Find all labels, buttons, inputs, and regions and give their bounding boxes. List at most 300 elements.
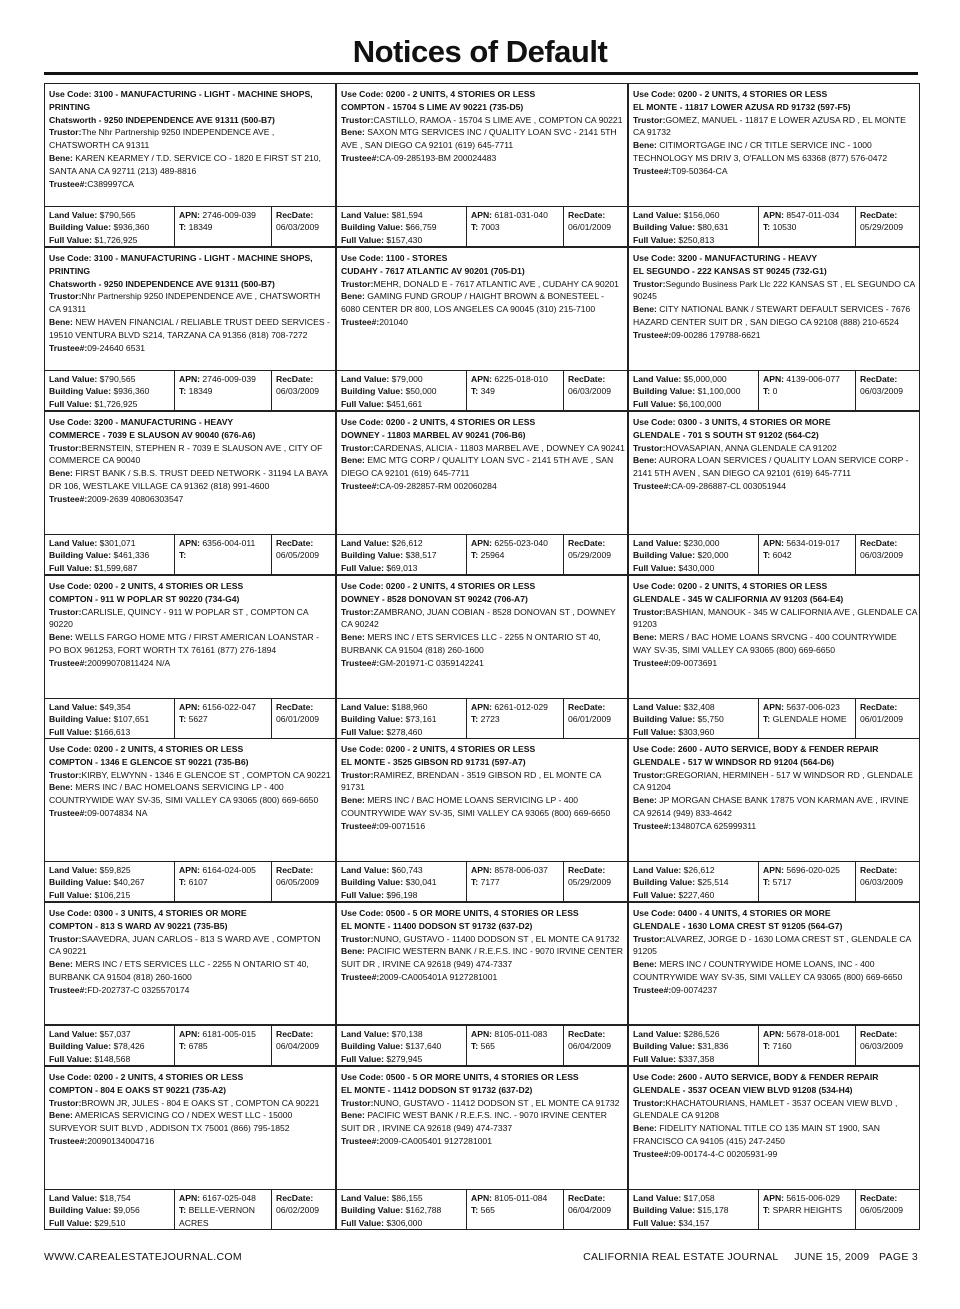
recdate-label: RecDate: — [860, 1029, 898, 1039]
apn-label: APN: — [471, 374, 493, 384]
bene-label: Bene: — [341, 455, 365, 466]
apn-label: APN: — [471, 865, 493, 875]
apn-label: APN: — [763, 538, 785, 548]
bene-value: KAREN KEARMEY / T.D. SERVICE CO - 1820 E FIRST ST 210, SANTA ANA CA 92711 (213) 489-8816 — [49, 152, 321, 176]
apn-label: APN: — [471, 702, 493, 712]
apn-label: APN: — [179, 1029, 201, 1039]
building-value: $30,041 — [405, 877, 437, 888]
notice-description — [336, 83, 628, 207]
property-address: GLENDALE - 517 W WINDSOR RD 91204 (564-D6) — [633, 756, 835, 767]
bene-label: Bene: — [633, 455, 657, 466]
property-address: COMPTON - 1346 E GLENCOE ST 90221 (735-B6) — [49, 756, 249, 767]
building-value: $107,651 — [113, 714, 150, 725]
apn-value: 6164-024-005 — [202, 865, 256, 875]
trustee-label: Trustee#: — [633, 480, 672, 491]
tract-label: T: — [179, 714, 187, 725]
trustee-label: Trustee#: — [633, 984, 672, 995]
bene-label: Bene: — [341, 795, 365, 806]
notice-description — [628, 411, 920, 535]
trustee-label: Trustee#: — [633, 165, 672, 176]
tract-label: T: — [179, 550, 187, 561]
tract-value: 565 — [480, 1041, 495, 1052]
apn-label: APN: — [763, 865, 785, 875]
tract-value: GLENDALE HOME — [772, 714, 847, 725]
trustor-value: RAMIREZ, BRENDAN - 3519 GIBSON RD , EL MONTE CA 91731 — [341, 769, 601, 793]
recdate-value: 06/03/2009 — [860, 386, 904, 397]
recdate-value: 06/05/2009 — [276, 877, 320, 888]
apn-value: 6167-025-048 — [202, 1193, 256, 1203]
tract-value: 565 — [480, 1205, 495, 1216]
notice-description — [44, 738, 336, 862]
land-value-label: Land Value: — [49, 1193, 98, 1203]
apn-value: 6356-004-011 — [202, 538, 256, 548]
building-value-label: Building Value: — [341, 222, 404, 233]
bene-value: MERS INC / BAC HOME LOANS SERVICING LP - 400 COUNTRYWIDE WAY SV-35, SIMI VALLEY CA 93065 (800) 669-6650 — [341, 795, 611, 818]
building-value: $15,178 — [697, 1205, 729, 1216]
notice-description — [628, 575, 920, 699]
building-value-label: Building Value: — [633, 386, 696, 397]
full-value: $34,157 — [678, 1217, 710, 1228]
trustor-label: Trustor: — [49, 769, 82, 780]
notice-values — [44, 1189, 336, 1230]
trustor-value: Segundo Business Park Llc 222 KANSAS ST , EL SEGUNDO CA 90245 — [633, 278, 915, 302]
land-value: $188,960 — [391, 702, 428, 712]
tract-label: T: — [763, 1205, 771, 1216]
building-value-label: Building Value: — [633, 550, 696, 561]
tract-label: T: — [179, 222, 187, 233]
trustor-value: BERNSTEIN, STEPHEN R - 7039 E SLAUSON AVE , CITY OF COMMERCE CA 90040 — [49, 442, 323, 466]
full-value: $451,661 — [386, 398, 423, 409]
trustor-value: KHACHATOURIANS, HAMLET - 3537 OCEAN VIEW BLVD , GLENDALE CA 91208 — [633, 1097, 898, 1121]
bene-label: Bene: — [49, 632, 73, 643]
property-address: GLENDALE - 701 S SOUTH ST 91202 (564-C2) — [633, 429, 819, 440]
trustee-label: Trustee#: — [49, 984, 88, 995]
notice-description — [336, 575, 628, 699]
land-value-label: Land Value: — [633, 210, 682, 220]
land-value: $790,565 — [99, 374, 136, 384]
tract-label: T: — [763, 877, 771, 888]
land-value-label: Land Value: — [341, 374, 390, 384]
use-code: Use Code: 0500 - 5 OR MORE UNITS, 4 STORIES OR LESS — [341, 908, 579, 918]
recdate-label: RecDate: — [276, 1029, 314, 1039]
trustee-value: 09-0073691 — [671, 657, 718, 668]
recdate-value: 06/05/2009 — [860, 1205, 904, 1216]
trustor-label: Trustor: — [633, 442, 666, 453]
notice-description — [628, 902, 920, 1025]
land-value: $156,060 — [683, 210, 720, 220]
notice-values — [336, 370, 628, 411]
building-value-label: Building Value: — [633, 714, 696, 725]
apn-value: 5637-006-023 — [786, 702, 840, 712]
building-value: $80,631 — [697, 222, 729, 233]
building-value-label: Building Value: — [341, 1205, 404, 1216]
use-code: Use Code: 1100 - STORES — [341, 253, 448, 263]
bene-label: Bene: — [633, 795, 657, 806]
apn-label: APN: — [763, 1029, 785, 1039]
recdate-label: RecDate: — [568, 702, 606, 712]
apn-value: 5696-020-025 — [786, 865, 840, 875]
bene-label: Bene: — [633, 1123, 657, 1134]
full-value-label: Full Value: — [49, 1053, 92, 1064]
trustor-value: Nhr Partnership 9250 INDEPENDENCE AVE , CHATSWORTH CA 91311 — [49, 291, 321, 315]
recdate-value: 06/03/2009 — [860, 1041, 904, 1052]
recdate-label: RecDate: — [568, 374, 606, 384]
tract-label: T: — [763, 386, 771, 397]
trustee-value: 2009-2639 40806303547 — [87, 493, 184, 504]
trustor-label: Trustor: — [633, 933, 666, 944]
tract-value: 7177 — [480, 877, 500, 888]
land-value-label: Land Value: — [341, 210, 390, 220]
tract-value: 5627 — [188, 714, 208, 725]
trustor-label: Trustor: — [633, 114, 666, 125]
tract-label: T: — [471, 386, 479, 397]
trustee-label: Trustee#: — [49, 342, 88, 353]
bene-value: PACIFIC WEST BANK / R.E.F.S. INC. - 9070 IRVINE CENTER SUIT DR , IRVINE CA 92618 (949) 474-7337 — [341, 1110, 607, 1134]
notice-values — [44, 698, 336, 739]
land-value-label: Land Value: — [633, 1029, 682, 1039]
apn-value: 4139-006-077 — [786, 374, 840, 384]
tract-label: T: — [763, 550, 771, 561]
recdate-label: RecDate: — [860, 538, 898, 548]
trustee-value: C389997CA — [87, 178, 135, 189]
land-value: $81,594 — [391, 210, 423, 220]
tract-label: T: — [471, 1205, 479, 1216]
building-value-label: Building Value: — [341, 386, 404, 397]
land-value-label: Land Value: — [633, 1193, 682, 1203]
trustor-label: Trustor: — [49, 933, 82, 944]
tract-label: T: — [471, 222, 479, 233]
recdate-label: RecDate: — [568, 210, 606, 220]
recdate-label: RecDate: — [276, 374, 314, 384]
property-address: COMPTON - 15704 S LIME AV 90221 (735-D5) — [341, 101, 524, 112]
recdate-label: RecDate: — [860, 210, 898, 220]
full-value-label: Full Value: — [341, 562, 384, 573]
trustor-label: Trustor: — [341, 1097, 374, 1108]
trustor-label: Trustor: — [341, 606, 374, 617]
notice-description — [336, 902, 628, 1025]
bene-value: GAMING FUND GROUP / HAIGHT BROWN & BONESTEEL - 6080 CENTER DR 800, LOS ANGELES CA 90045 (310) 215-7100 — [341, 291, 604, 315]
land-value-label: Land Value: — [341, 865, 390, 875]
apn-label: APN: — [179, 702, 201, 712]
apn-label: APN: — [471, 538, 493, 548]
trustee-label: Trustee#: — [633, 657, 672, 668]
use-code: Use Code: 0200 - 2 UNITS, 4 STORIES OR LESS — [633, 89, 828, 99]
trustee-label: Trustee#: — [633, 1148, 672, 1159]
full-value: $279,945 — [386, 1053, 423, 1064]
use-code: Use Code: 0500 - 5 OR MORE UNITS, 4 STORIES OR LESS — [341, 1072, 579, 1082]
recdate-label: RecDate: — [276, 865, 314, 875]
tract-value: 10530 — [772, 222, 797, 233]
apn-value: 6261-012-029 — [494, 702, 548, 712]
building-value: $31,836 — [697, 1041, 729, 1052]
trustee-value: 2009-CA005401A 9127281001 — [379, 971, 498, 982]
tract-label: T: — [179, 1205, 187, 1216]
bene-label: Bene: — [341, 632, 365, 643]
notice-values — [44, 370, 336, 411]
trustor-value: KIRBY, ELWYNN - 1346 E GLENCOE ST , COMPTON CA 90221 — [81, 769, 331, 780]
recdate-value: 06/05/2009 — [276, 550, 320, 561]
tract-value: 5717 — [772, 877, 792, 888]
recdate-value: 06/03/2009 — [276, 222, 320, 233]
use-code: Use Code: 0200 - 2 UNITS, 4 STORIES OR LESS — [49, 744, 244, 754]
trustor-value: The Nhr Partnership 9250 INDEPENDENCE AVE , CHATSWORTH CA 91311 — [49, 127, 275, 151]
trustee-value: 09-00286 179788-6621 — [671, 329, 761, 340]
full-value: $157,430 — [386, 234, 423, 245]
building-value: $78,426 — [113, 1041, 145, 1052]
building-value-label: Building Value: — [633, 877, 696, 888]
recdate-value: 06/02/2009 — [276, 1205, 320, 1216]
land-value: $18,754 — [99, 1193, 131, 1203]
bene-value: MERS / BAC HOME LOANS SRVCNG - 400 COUNTRYWIDE WAY SV-35, SIMI VALLEY CA 93065 (800) 669-6650 — [633, 632, 897, 655]
full-value: $148,568 — [94, 1053, 131, 1064]
trustee-label: Trustee#: — [341, 316, 380, 327]
notice-description — [44, 902, 336, 1025]
footer-website[interactable]: WWW.CAREALESTATEJOURNAL.COM — [44, 1251, 242, 1263]
trustor-label: Trustor: — [341, 114, 374, 125]
notice-description — [628, 1066, 920, 1190]
trustor-label: Trustor: — [49, 442, 82, 453]
recdate-label: RecDate: — [568, 1193, 606, 1203]
building-value-label: Building Value: — [49, 877, 112, 888]
tract-label: T: — [471, 1041, 479, 1052]
land-value: $26,612 — [683, 865, 715, 875]
land-value-label: Land Value: — [49, 538, 98, 548]
full-value-label: Full Value: — [633, 562, 676, 573]
tract-value: 18349 — [188, 386, 213, 397]
tract-label: T: — [179, 1041, 187, 1052]
bene-value: EMC MTG CORP / QUALITY LOAN SVC - 2141 5TH AVE , SAN DIEGO CA 92101 (619) 645-7711 — [341, 455, 614, 479]
building-value-label: Building Value: — [49, 714, 112, 725]
notice-values — [44, 861, 336, 902]
trustee-value: 09-0074834 NA — [87, 807, 148, 818]
apn-label: APN: — [763, 702, 785, 712]
trustee-value: 09-24640 6531 — [87, 342, 146, 353]
trustee-value: 09-0071516 — [379, 820, 426, 831]
recdate-label: RecDate: — [860, 865, 898, 875]
notice-values — [628, 206, 920, 247]
recdate-label: RecDate: — [860, 374, 898, 384]
trustor-label: Trustor: — [49, 606, 82, 617]
property-address: EL MONTE - 11412 DODSON ST 91732 (637-D2) — [341, 1084, 533, 1095]
building-value: $5,750 — [697, 714, 724, 725]
land-value-label: Land Value: — [49, 374, 98, 384]
full-value-label: Full Value: — [633, 234, 676, 245]
full-value-label: Full Value: — [633, 889, 676, 900]
apn-value: 8578-006-037 — [494, 865, 548, 875]
trustor-value: NUNO, GUSTAVO - 11400 DODSON ST , EL MONTE CA 91732 — [373, 933, 620, 944]
trustee-label: Trustee#: — [341, 657, 380, 668]
full-value-label: Full Value: — [633, 726, 676, 737]
use-code: Use Code: 3100 - MANUFACTURING - LIGHT - MACHINE SHOPS, PRINTING — [49, 253, 313, 276]
trustor-value: CASTILLO, RAMOA - 15704 S LIME AVE , COMPTON CA 90221 — [373, 114, 623, 125]
land-value: $49,354 — [99, 702, 131, 712]
recdate-value: 06/03/2009 — [860, 877, 904, 888]
bene-label: Bene: — [341, 127, 365, 138]
trustor-value: NUNO, GUSTAVO - 11412 DODSON ST , EL MONTE CA 91732 — [373, 1097, 620, 1108]
use-code: Use Code: 3200 - MANUFACTURING - HEAVY — [49, 417, 234, 427]
land-value-label: Land Value: — [49, 865, 98, 875]
use-code: Use Code: 0200 - 2 UNITS, 4 STORIES OR LESS — [341, 744, 536, 754]
trustee-value: CA-09-282857-RM 002060284 — [379, 480, 497, 491]
full-value: $303,960 — [678, 726, 715, 737]
full-value-label: Full Value: — [49, 1217, 92, 1228]
recdate-value: 05/29/2009 — [860, 222, 904, 233]
tract-value: 6042 — [772, 550, 792, 561]
land-value: $59,825 — [99, 865, 131, 875]
trustee-value: 09-00174-4-C 00205931-99 — [671, 1148, 778, 1159]
recdate-value: 06/03/2009 — [860, 550, 904, 561]
use-code: Use Code: 2600 - AUTO SERVICE, BODY & FENDER REPAIR — [633, 744, 879, 754]
trustor-value: BROWN JR, JULES - 804 E OAKS ST , COMPTON CA 90221 — [81, 1097, 320, 1108]
full-value-label: Full Value: — [633, 398, 676, 409]
trustee-value: 201040 — [379, 316, 408, 327]
apn-label: APN: — [179, 1193, 201, 1203]
land-value-label: Land Value: — [341, 1193, 390, 1203]
trustor-value: CARLISLE, QUINCY - 911 W POPLAR ST , COMPTON CA 90220 — [49, 606, 309, 630]
trustee-label: Trustee#: — [49, 178, 88, 189]
full-value: $1,726,925 — [94, 398, 138, 409]
notice-description — [628, 738, 920, 862]
land-value-label: Land Value: — [341, 702, 390, 712]
recdate-value: 06/03/2009 — [568, 386, 612, 397]
recdate-value: 06/04/2009 — [568, 1041, 612, 1052]
bene-value: WELLS FARGO HOME MTG / FIRST AMERICAN LOANSTAR - PO BOX 961253, FORT WORTH TX 76161 (877) 276-1894 — [49, 632, 319, 655]
tract-value: 18349 — [188, 222, 213, 233]
bene-value: FIRST BANK / S.B.S. TRUST DEED NETWORK - 31194 LA BAYA DR 106, WESTLAKE VILLAGE CA 91362 (818) 991-4600 — [49, 468, 328, 491]
notice-description — [44, 1066, 336, 1190]
property-address: DOWNEY - 11803 MARBEL AV 90241 (706-B6) — [341, 429, 526, 440]
tract-label: T: — [763, 1041, 771, 1052]
bene-label: Bene: — [633, 632, 657, 643]
trustee-label: Trustee#: — [49, 657, 88, 668]
building-value-label: Building Value: — [49, 222, 112, 233]
building-value-label: Building Value: — [49, 1205, 112, 1216]
apn-value: 8105-011-084 — [494, 1193, 548, 1203]
full-value-label: Full Value: — [341, 234, 384, 245]
apn-label: APN: — [763, 210, 785, 220]
trustor-value: GOMEZ, MANUEL - 11817 E LOWER AZUSA RD , EL MONTE CA 91732 — [633, 114, 906, 138]
recdate-value: 05/29/2009 — [568, 877, 612, 888]
use-code: Use Code: 3200 - MANUFACTURING - HEAVY — [633, 253, 818, 263]
recdate-label: RecDate: — [860, 702, 898, 712]
apn-value: 2746-009-039 — [202, 210, 256, 220]
tract-label: T: — [471, 714, 479, 725]
notice-values — [336, 206, 628, 247]
notice-values — [628, 534, 920, 575]
trustor-value: ZAMBRANO, JUAN COBIAN - 8528 DONOVAN ST , DOWNEY CA 90242 — [341, 606, 616, 630]
apn-label: APN: — [471, 1029, 493, 1039]
tract-value: 349 — [480, 386, 495, 397]
land-value: $301,071 — [99, 538, 136, 548]
title-rule — [44, 72, 918, 75]
notice-values — [336, 1025, 628, 1066]
apn-label: APN: — [763, 1193, 785, 1203]
recdate-value: 06/03/2009 — [276, 386, 320, 397]
building-value: $20,000 — [697, 550, 729, 561]
building-value-label: Building Value: — [341, 714, 404, 725]
trustee-value: T09-50364-CA — [671, 165, 728, 176]
notice-description — [44, 247, 336, 371]
bene-value: FIDELITY NATIONAL TITLE CO 135 MAIN ST 1900, SAN FRANCISCO CA 94105 (415) 247-2450 — [633, 1123, 880, 1146]
notices-grid — [44, 83, 920, 1228]
use-code: Use Code: 3100 - MANUFACTURING - LIGHT - MACHINE SHOPS, PRINTING — [49, 89, 313, 112]
full-value: $69,013 — [386, 562, 418, 573]
recdate-label: RecDate: — [276, 1193, 314, 1203]
land-value-label: Land Value: — [341, 538, 390, 548]
recdate-label: RecDate: — [276, 538, 314, 548]
tract-value: 2723 — [480, 714, 500, 725]
page-title: Notices of Default — [352, 34, 608, 69]
notice-description — [336, 247, 628, 371]
trustor-label: Trustor: — [49, 1097, 82, 1108]
building-value-label: Building Value: — [341, 1041, 404, 1052]
bene-value: AURORA LOAN SERVICES / QUALITY LOAN SERVICE CORP - 2141 5TH AVEN , SAN DIEGO CA 92101 (619) 645-7711 — [633, 455, 909, 479]
building-value-label: Building Value: — [633, 1041, 696, 1052]
use-code: Use Code: 0300 - 3 UNITS, 4 STORIES OR MORE — [49, 908, 247, 918]
notice-values — [336, 698, 628, 739]
full-value-label: Full Value: — [341, 1053, 384, 1064]
bene-value: PACIFIC WESTERN BANK / R.E.F.S. INC - 9070 IRVINE CENTER SUIT DR , IRVINE CA 92618 (949) 474-7337 — [341, 946, 623, 970]
trustor-value: SAAVEDRA, JUAN CARLOS - 813 S WARD AVE , COMPTON CA 90221 — [49, 933, 321, 957]
property-address: COMMERCE - 7039 E SLAUSON AV 90040 (676-A6) — [49, 429, 256, 440]
trustee-value: 09-0074237 — [671, 984, 718, 995]
property-address: Chatsworth - 9250 INDEPENDENCE AVE 91311 (500-B7) — [49, 114, 275, 125]
use-code: Use Code: 0200 - 2 UNITS, 4 STORIES OR LESS — [341, 89, 536, 99]
tract-label: T: — [471, 877, 479, 888]
trustor-label: Trustor: — [341, 933, 374, 944]
notice-values — [44, 534, 336, 575]
notice-values — [628, 861, 920, 902]
notice-values — [44, 206, 336, 247]
tract-value: 7160 — [772, 1041, 792, 1052]
full-value-label: Full Value: — [341, 726, 384, 737]
recdate-label: RecDate: — [568, 865, 606, 875]
apn-value: 5634-019-017 — [786, 538, 840, 548]
bene-label: Bene: — [49, 316, 73, 327]
land-value: $17,058 — [683, 1193, 715, 1203]
trustor-label: Trustor: — [49, 127, 82, 138]
trustee-label: Trustee#: — [341, 971, 380, 982]
recdate-label: RecDate: — [276, 210, 314, 220]
full-value: $96,198 — [386, 889, 418, 900]
bene-label: Bene: — [633, 140, 657, 151]
tract-value: 6785 — [188, 1041, 208, 1052]
land-value-label: Land Value: — [49, 702, 98, 712]
tract-value: SPARR HEIGHTS — [772, 1205, 843, 1216]
bene-value: MERS INC / ETS SERVICES LLC - 2255 N ONTARIO ST 40, BURBANK CA 91504 (818) 260-1600 — [49, 959, 309, 982]
land-value: $286,526 — [683, 1029, 720, 1039]
apn-value: 2746-009-039 — [202, 374, 256, 384]
trustor-label: Trustor: — [633, 769, 666, 780]
property-address: GLENDALE - 1630 LOMA CREST ST 91205 (564-G7) — [633, 920, 843, 931]
land-value-label: Land Value: — [633, 374, 682, 384]
full-value-label: Full Value: — [49, 562, 92, 573]
trustee-label: Trustee#: — [633, 820, 672, 831]
building-value-label: Building Value: — [49, 386, 112, 397]
use-code: Use Code: 0200 - 2 UNITS, 4 STORIES OR LESS — [49, 1072, 244, 1082]
trustee-label: Trustee#: — [341, 1135, 380, 1146]
bene-label: Bene: — [633, 959, 657, 970]
property-address: EL MONTE - 3525 GIBSON RD 91731 (597-A7) — [341, 756, 526, 767]
notice-values — [628, 698, 920, 739]
recdate-value: 06/01/2009 — [860, 714, 904, 725]
building-value: $137,640 — [405, 1041, 442, 1052]
use-code: Use Code: 0400 - 4 UNITS, 4 STORIES OR MORE — [633, 908, 831, 918]
full-value-label: Full Value: — [341, 889, 384, 900]
bene-value: MERS INC / ETS SERVICES LLC - 2255 N ONTARIO ST 40, BURBANK CA 91504 (818) 260-1600 — [341, 632, 601, 655]
building-value: $936,360 — [113, 386, 150, 397]
use-code: Use Code: 0300 - 3 UNITS, 4 STORIES OR MORE — [633, 417, 831, 427]
